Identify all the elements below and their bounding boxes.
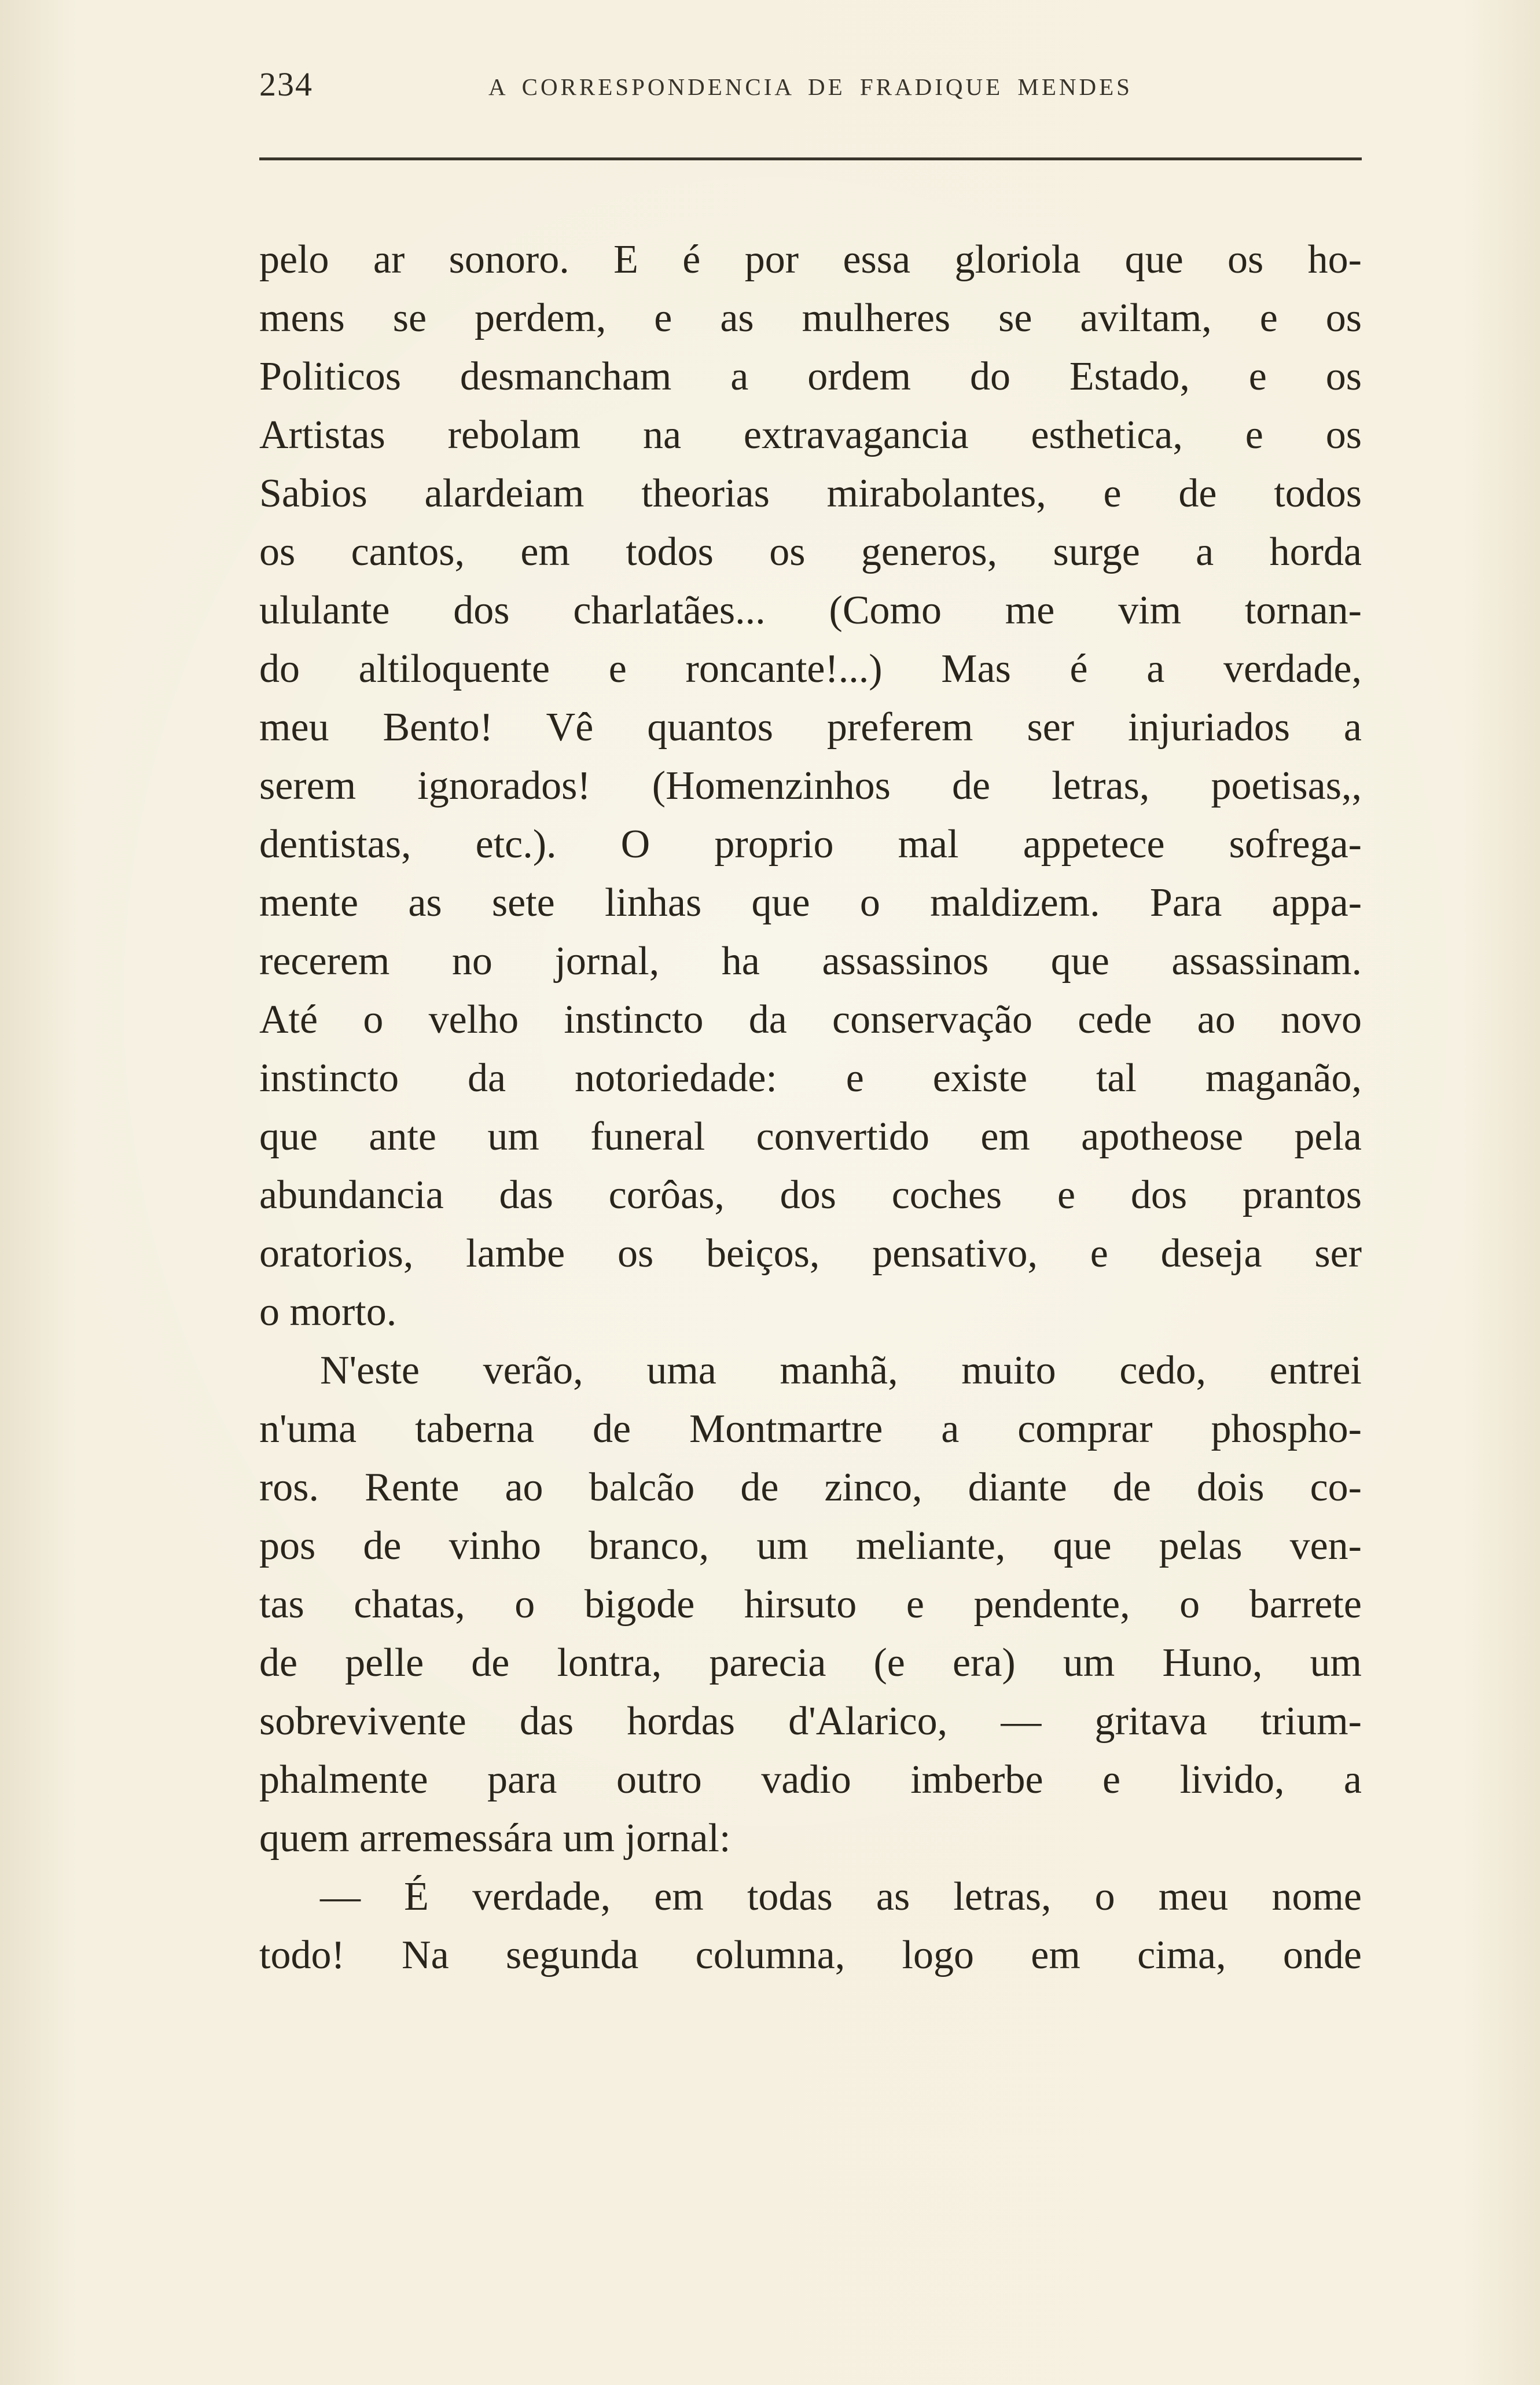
text-line: do altiloquente e roncante!...) Mas é a verdade, — [259, 647, 1362, 691]
text-line: todo! Na segunda columna, logo em cima, onde — [259, 1933, 1362, 1977]
running-title: A CORRESPONDENCIA DE FRADIQUE MENDES — [488, 74, 1133, 100]
text-line: instincto da notoriedade: e existe tal maganão, — [259, 1056, 1362, 1100]
text-line: Politicos desmancham a ordem do Estado, e os — [259, 354, 1362, 399]
text-line: serem ignorados! (Homenzinhos de letras, poetisas,, — [259, 764, 1362, 808]
text-line: de pelle de lontra, parecia (e era) um Huno, um — [259, 1641, 1362, 1685]
text-line: Sabios alardeiam theorias mirabolantes, e de todos — [259, 471, 1362, 516]
text-line: — É verdade, em todas as letras, o meu nome — [320, 1874, 1362, 1919]
paragraph — [259, 1867, 1362, 1984]
text-line: que ante um funeral convertido em apotheose pela — [259, 1114, 1362, 1159]
text-line: oratorios, lambe os beiços, pensativo, e deseja ser — [259, 1231, 1362, 1276]
text-line: abundancia das corôas, dos coches e dos prantos — [259, 1173, 1362, 1217]
text-line: mens se perdem, e as mulheres se aviltam, e os — [259, 296, 1362, 340]
text-line: os cantos, em todos os generos, surge a horda — [259, 530, 1362, 574]
text-line: tas chatas, o bigode hirsuto e pendente, o barrete — [259, 1582, 1362, 1627]
text-line: quem arremessára um jornal: — [259, 1816, 731, 1861]
paragraph — [259, 1341, 1362, 1867]
header-rule — [259, 157, 1362, 160]
text-line: pelo ar sonoro. E é por essa gloriola que os ho- — [259, 237, 1362, 282]
text-line: pos de vinho branco, um meliante, que pelas ven- — [259, 1524, 1362, 1568]
text-line: Até o velho instincto da conservação cede ao novo — [259, 997, 1362, 1042]
text-line: sobrevivente das hordas d'Alarico, — gritava trium- — [259, 1699, 1362, 1744]
text-line: phalmente para outro vadio imberbe e livido, a — [259, 1757, 1362, 1802]
text-line: N'este verão, uma manhã, muito cedo, entrei — [320, 1348, 1362, 1393]
text-line: Artistas rebolam na extravagancia esthetica, e os — [259, 413, 1362, 457]
text-line: o morto. — [259, 1290, 397, 1334]
page-number: 234 — [259, 65, 313, 103]
paragraph — [259, 230, 1362, 1341]
page-header — [259, 65, 1362, 129]
text-line: ros. Rente ao balcão de zinco, diante de dois co- — [259, 1465, 1362, 1510]
text-line: meu Bento! Vê quantos preferem ser injuriados a — [259, 705, 1362, 750]
text-line: n'uma taberna de Montmartre a comprar phospho- — [259, 1407, 1362, 1451]
text-line: mente as sete linhas que o maldizem. Para appa- — [259, 880, 1362, 925]
body-text — [259, 230, 1362, 1984]
text-line: ululante dos charlatães... (Como me vim tornan- — [259, 588, 1362, 633]
text-line: recerem no jornal, ha assassinos que assassinam. — [259, 939, 1362, 984]
text-line: dentistas, etc.). O proprio mal appetece sofrega- — [259, 822, 1362, 867]
